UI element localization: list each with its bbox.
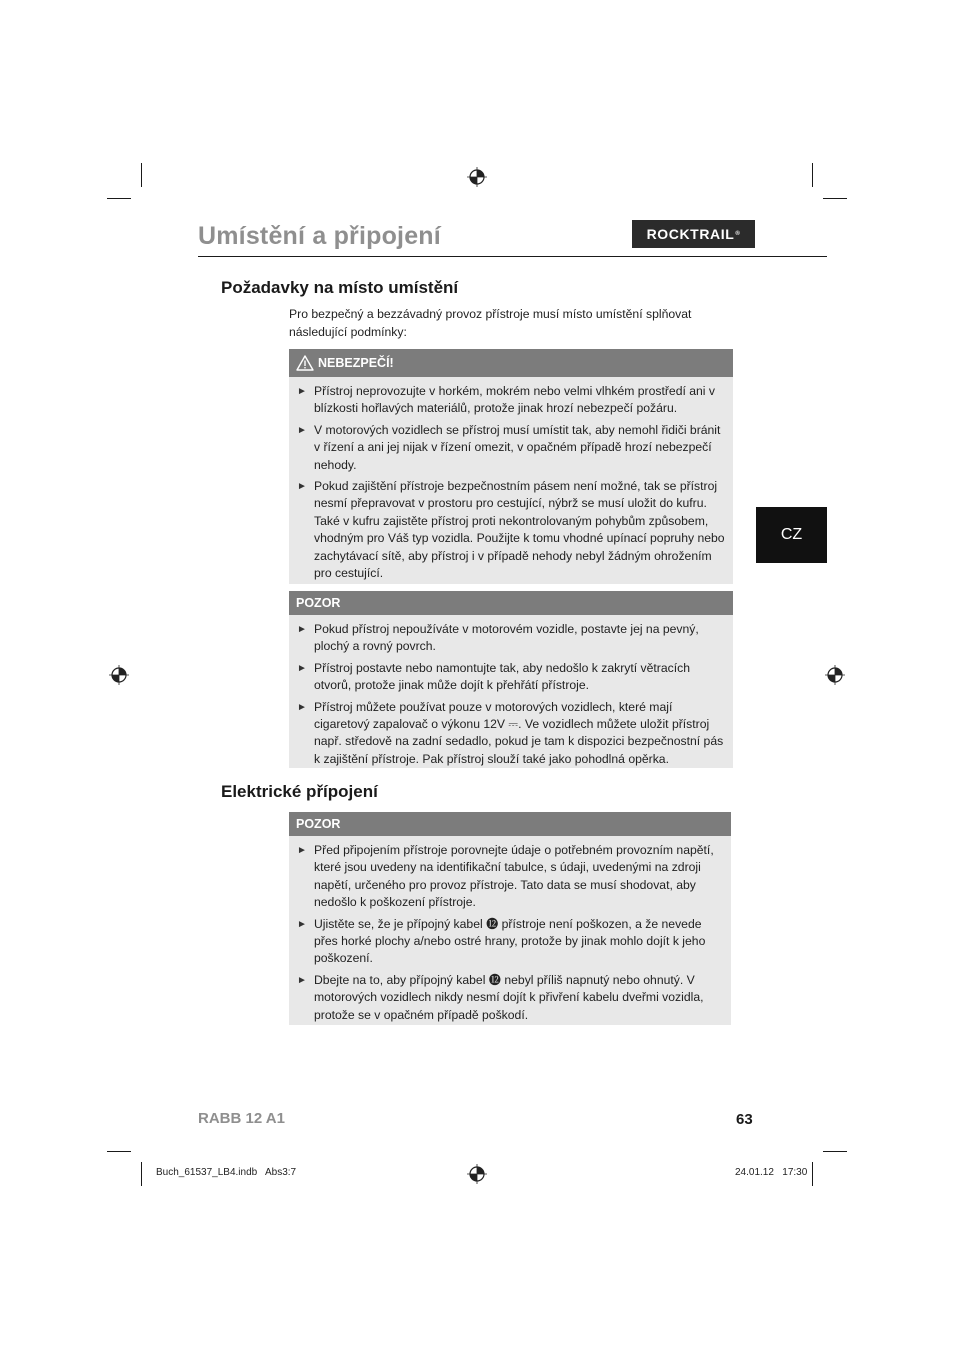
caution-box-header [289,812,731,836]
intro-paragraph: Pro bezpečný a bezzávadný provoz přístroje musí místo umístění splňovat následující podmínky: [289,307,692,339]
bullet-arrow-icon: ► [297,974,307,986]
bullet-arrow-icon: ► [297,662,307,674]
bullet-arrow-icon: ► [297,624,307,635]
page-number: 63 [736,1111,753,1128]
bullet-arrow-icon: ► [297,386,307,397]
footer-model: RABB 12 A1 [198,1110,285,1127]
registration-mark-icon [467,1164,487,1184]
list-item: ► Přístroj neprovozujte v horkém, mokrém nebo velmi vlhkém prostředí ani v blízkosti hořlavých materiálů, protože jinak hrozí nebezpečí požáru. [297,384,715,416]
registration-mark-icon [825,665,845,685]
list-item: ► Přístroj postavte nebo namontujte tak, aby nedošlo k zakrytí větracích otvorů, protože jinak může dojít k přehřátí přístroje. [297,660,690,693]
danger-box-header [289,349,733,377]
bullet-arrow-icon: ► [297,845,307,856]
caution-box [289,591,733,768]
section-heading-placement: Požadavky na místo umístění [221,278,459,297]
list-item: ► Pokud zajištění přístroje bezpečnostním pásem není možné, tak se přístroj nesmí přepravovat v prostoru pro cestující, nýbrž se musí uložit do kufru. Také v kufru zajistěte přístroj proti nekontrolovaným pohybům způsobem, vhodným pro Váš typ vozidla. Použijte k tomu vhodné upínací popruhy nebo zachytávací sítě, aby přístroj i v případě nehody nebyl žádným ohrožením pro cestující. [297,479,725,581]
logo-text: ROCKTRAIL [646,226,735,242]
bullet-arrow-icon: ► [297,701,307,713]
danger-title: NEBEZPEČÍ! [318,356,394,370]
title-rule [198,256,827,257]
print-slug-right: 24.01.12 17:30 [735,1167,808,1178]
caution-list [289,615,733,777]
list-item: ► Dbejte na to, aby přípojný kabel ⓬ nebyl příliš napnutý nebo ohnutý. V motorových vozidlech nikdy nesmí dojít k přivření kabelu dveřmi vozidla, protože se v opačném případě poškodí. [297,972,704,1022]
danger-list [289,377,733,591]
crop-mark [141,1162,142,1186]
logo-registered-mark: ® [735,231,741,237]
registration-mark-icon [467,167,487,187]
crop-mark [141,163,142,187]
caution-box [289,812,731,1025]
list-item: ► Přístroj můžete používat pouze v motorových vozidlech, které mají cigaretový zapalovač o výkonu 12V ⎓. Ve vozidlech můžete uložit přístroj např. středově na zadní sedadlo, pokud je tam k dispozici bezpečnostní pás k zajištění přístroje. Pak přístroj slouží také jako pohodlná opěrka. [297,699,724,766]
caution-box-header [289,591,733,615]
rocktrail-logo [632,220,755,248]
crop-mark [107,198,131,199]
crop-mark [823,198,847,199]
bullet-arrow-icon: ► [297,918,307,930]
caution-title: POZOR [296,817,341,831]
language-tab: CZ [756,507,827,563]
print-slug-left: Buch_61537_LB4.indb Abs3:7 [156,1167,297,1178]
bullet-arrow-icon: ► [297,481,307,493]
caution-title: POZOR [296,596,341,610]
danger-box [289,349,733,584]
list-item: ► Pokud přístroj nepoužíváte v motorovém vozidle, postavte jej na pevný, plochý a rovný povrch. [297,622,699,654]
crop-mark [812,1162,813,1186]
crop-mark [823,1151,847,1152]
bullet-arrow-icon: ► [297,424,307,436]
list-item: ► Před připojením přístroje porovnejte údaje o potřebném provozním napětí, které jsou uvedeny na identifikační tabulce, s údaji, uvedenými na zdroji napětí, určeného pro provoz přístroje. Tato data se musí shodovat, aby nedošlo k poškození přístroje. [297,843,714,910]
crop-mark [107,1151,131,1152]
warning-triangle-icon [296,355,314,371]
caution-list [289,836,731,1033]
section-heading-electrical: Elektrické přípojení [221,782,378,801]
crop-mark [812,163,813,187]
page-title: Umístění a připojení [198,222,441,250]
registration-mark-icon [109,665,129,685]
list-item: ► Ujistěte se, že je přípojný kabel ⓬ přístroje není poškozen, a že nevede přes horké plochy a/nebo ostré hrany, protože by jinak mohlo dojít k jeho poškození. [297,916,706,966]
list-item: ► V motorových vozidlech se přístroj musí umístit tak, aby nemohl řidiči bránit v řízení a ani jej nijak v řízení omezit, v opačném případě hrozí nebezpečí nehody. [297,422,721,472]
